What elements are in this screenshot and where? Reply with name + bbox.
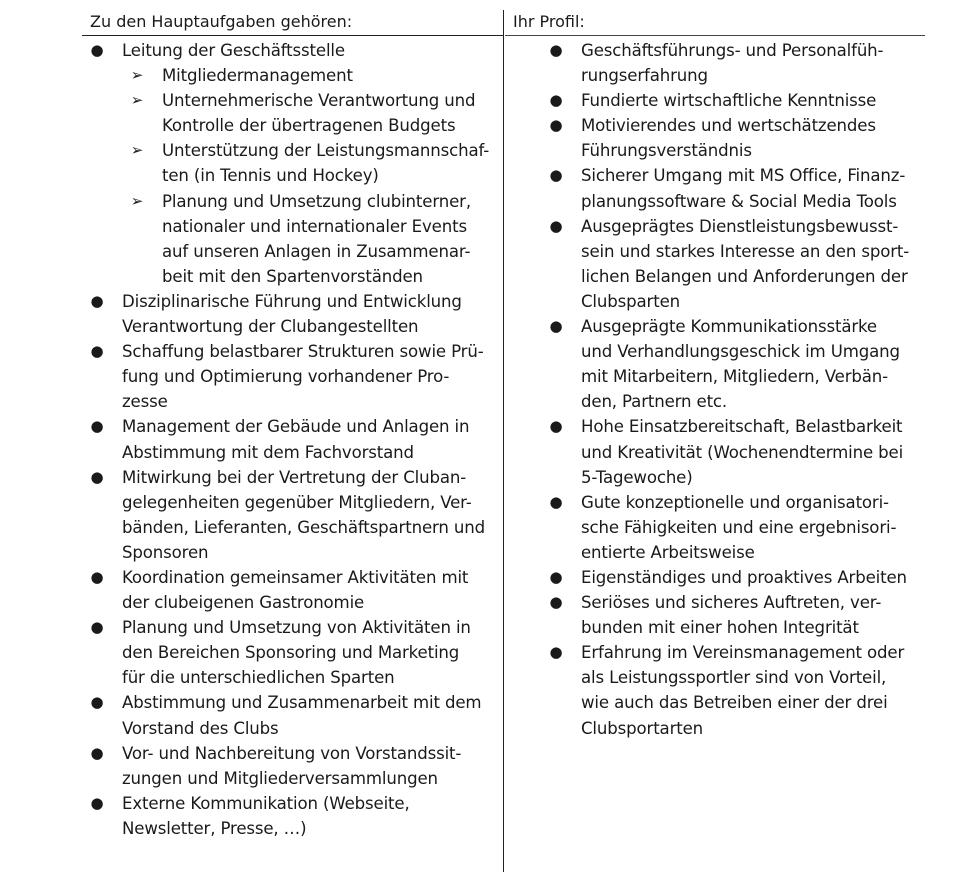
arrow-bullet-icon: ➢ [130,66,144,85]
item-text-line: Eigenständiges und proaktives Arbeiten [581,567,907,587]
bullet-icon: ● [549,417,563,436]
item-text-line: Motivierendes und wertschätzendes [581,116,876,136]
item-text-line: Gute konzeptionelle und organisatori- [581,492,889,512]
task-item [90,38,494,289]
item-text-line: bänden, Lieferanten, Geschäftspartnern und [122,517,486,537]
item-text-line: Vor- und Nachbereitung von Vorstandssit- [122,743,462,763]
bullet-icon: ● [549,166,563,185]
task-item [90,465,494,565]
item-text-line: entierte Arbeitsweise [581,542,755,562]
sub-list-item [130,63,494,88]
bullet-icon: ● [90,291,104,310]
item-text-line: mit Mitarbeitern, Mitgliedern, Verbän- [581,367,888,387]
bullet-icon: ● [549,492,563,511]
sub-item-text-line: Unternehmerische Verantwortung und [162,91,476,111]
item-text-line: fung und Optimierung vorhandener Pro- [122,367,450,387]
task-item [90,791,494,841]
bullet-icon: ● [90,693,104,712]
item-text-line: Abstimmung mit dem Fachvorstand [122,442,414,462]
item-text-line: Newsletter, Presse, …) [122,818,307,838]
item-text-line: Sicherer Umgang mit MS Office, Finanz- [581,166,906,186]
item-text-line: Planung und Umsetzung von Aktivitäten in [122,618,471,638]
item-text-line: Ausgeprägtes Dienstleistungsbewusst- [581,216,899,236]
item-text-line: Sponsoren [122,542,209,562]
profile-item [549,163,921,213]
bullet-icon: ● [90,342,104,361]
profile-item [549,214,921,314]
sub-item-text-line: ten (in Tennis und Hockey) [162,166,379,186]
profile-item [549,88,921,113]
task-item [90,741,494,791]
item-text-line: sein und starkes Interesse an den sport- [581,241,910,261]
item-text-line: zesse [122,392,168,412]
item-text-line: gelegenheiten gegenüber Mitgliedern, Ver- [122,492,472,512]
arrow-bullet-icon: ➢ [130,141,144,160]
item-text-line: den, Partnern etc. [581,392,728,412]
item-text-line: Disziplinarische Führung und Entwicklung [122,291,462,311]
task-item [90,414,494,464]
bullet-icon: ● [90,567,104,586]
task-item [90,289,494,339]
profile-item [549,314,921,414]
bullet-icon: ● [90,743,104,762]
arrow-bullet-icon: ➢ [130,91,144,110]
item-text-line: Externe Kommunikation (Webseite, [122,793,410,813]
task-item [90,690,494,740]
sub-item-text-line: Planung und Umsetzung clubinterner, [162,191,471,211]
profile-item [549,38,921,88]
item-text-line: sche Fähigkeiten und eine ergebnisori- [581,517,897,537]
tasks-list [90,38,494,841]
bullet-icon: ● [549,317,563,336]
tasks-heading: Zu den Hauptaufgaben gehören: [90,12,353,31]
sub-item-text-line: Kontrolle der übertragenen Budgets [162,116,456,136]
profile-heading: Ihr Profil: [513,12,585,31]
item-text-line: Verantwortung der Clubangestellten [122,317,419,337]
item-text-line: Clubsportarten [581,718,704,738]
bullet-icon: ● [549,643,563,662]
profile-item [549,414,921,489]
profile-item [549,113,921,163]
item-text-line: Mitwirkung bei der Vertretung der Cluban- [122,467,467,487]
bullet-icon: ● [549,91,563,110]
item-text-line: Vorstand des Clubs [122,718,279,738]
bullet-icon: ● [549,216,563,235]
bullet-icon: ● [90,618,104,637]
item-text-line: wie auch das Betreiben einer der drei [581,693,888,713]
item-text-line: Fundierte wirtschaftliche Kenntnisse [581,91,877,111]
arrow-bullet-icon: ➢ [130,191,144,210]
item-text-line: Clubsparten [581,291,680,311]
column-divider [503,10,504,872]
bullet-icon: ● [90,41,104,59]
sub-item-text-line: beit mit den Spartenvorständen [162,266,423,286]
item-text-line: Geschäftsführungs- und Personalfüh- [581,41,884,60]
item-text-line: der clubeigenen Gastronomie [122,593,365,613]
item-text-line: Koordination gemeinsamer Aktivitäten mit [122,567,469,587]
sub-list-item [130,189,494,289]
sub-item-text-line: Unterstützung der Leistungsmannschaf- [162,141,490,161]
item-text-line: den Bereichen Sponsoring und Marketing [122,643,460,663]
profile-item [549,640,921,740]
sub-list-item [130,138,494,188]
item-text-line: und Verhandlungsgeschick im Umgang [581,342,900,362]
bullet-icon: ● [549,116,563,135]
sub-item-text-line: nationaler und internationaler Events [162,216,467,236]
sub-list-item [130,88,494,138]
bullet-icon: ● [549,567,563,586]
profile-item [549,590,921,640]
item-text-line: Management der Gebäude und Anlagen in [122,417,470,437]
item-text-line: Seriöses und sicheres Auftreten, ver- [581,593,882,613]
bullet-icon: ● [90,467,104,486]
task-item [90,615,494,690]
profile-item [549,490,921,565]
profile-list [549,38,921,741]
item-text-line: Führungsverständnis [581,141,752,161]
item-text-line: Leitung der Geschäftsstelle [122,41,345,60]
bullet-icon: ● [90,417,104,436]
item-text-line: und Kreativität (Wochenendtermine bei [581,442,904,462]
item-text-line: als Leistungssportler sind von Vorteil, [581,668,887,688]
item-text-line: zungen und Mitgliederversammlungen [122,768,438,788]
heading-rule-right [505,35,925,36]
sub-item-text-line: Mitgliedermanagement [162,66,353,86]
bullet-icon: ● [549,593,563,612]
heading-rule-left [82,35,503,36]
bullet-icon: ● [90,793,104,812]
item-text-line: Abstimmung und Zusammenarbeit mit dem [122,693,482,713]
bullet-icon: ● [549,41,563,59]
sub-item-text-line: auf unseren Anlagen in Zusammenar- [162,241,471,261]
task-item [90,565,494,615]
item-text-line: Ausgeprägte Kommunikationsstärke [581,317,877,337]
item-text-line: planungssoftware & Social Media Tools [581,191,897,211]
item-text-line: bunden mit einer hohen Integrität [581,618,859,638]
item-text-line: Erfahrung im Vereinsmanagement oder [581,643,905,663]
item-text-line: lichen Belangen und Anforderungen der [581,266,908,286]
sub-list [122,63,494,289]
item-text-line: Hohe Einsatzbereitschaft, Belastbarkeit [581,417,903,437]
item-text-line: rungserfahrung [581,66,708,86]
profile-item [549,565,921,590]
task-item [90,339,494,414]
item-text-line: 5-Tagewoche) [581,467,693,487]
item-text-line: Schaffung belastbarer Strukturen sowie Prü- [122,342,484,362]
item-text-line: für die unterschiedlichen Sparten [122,668,395,688]
